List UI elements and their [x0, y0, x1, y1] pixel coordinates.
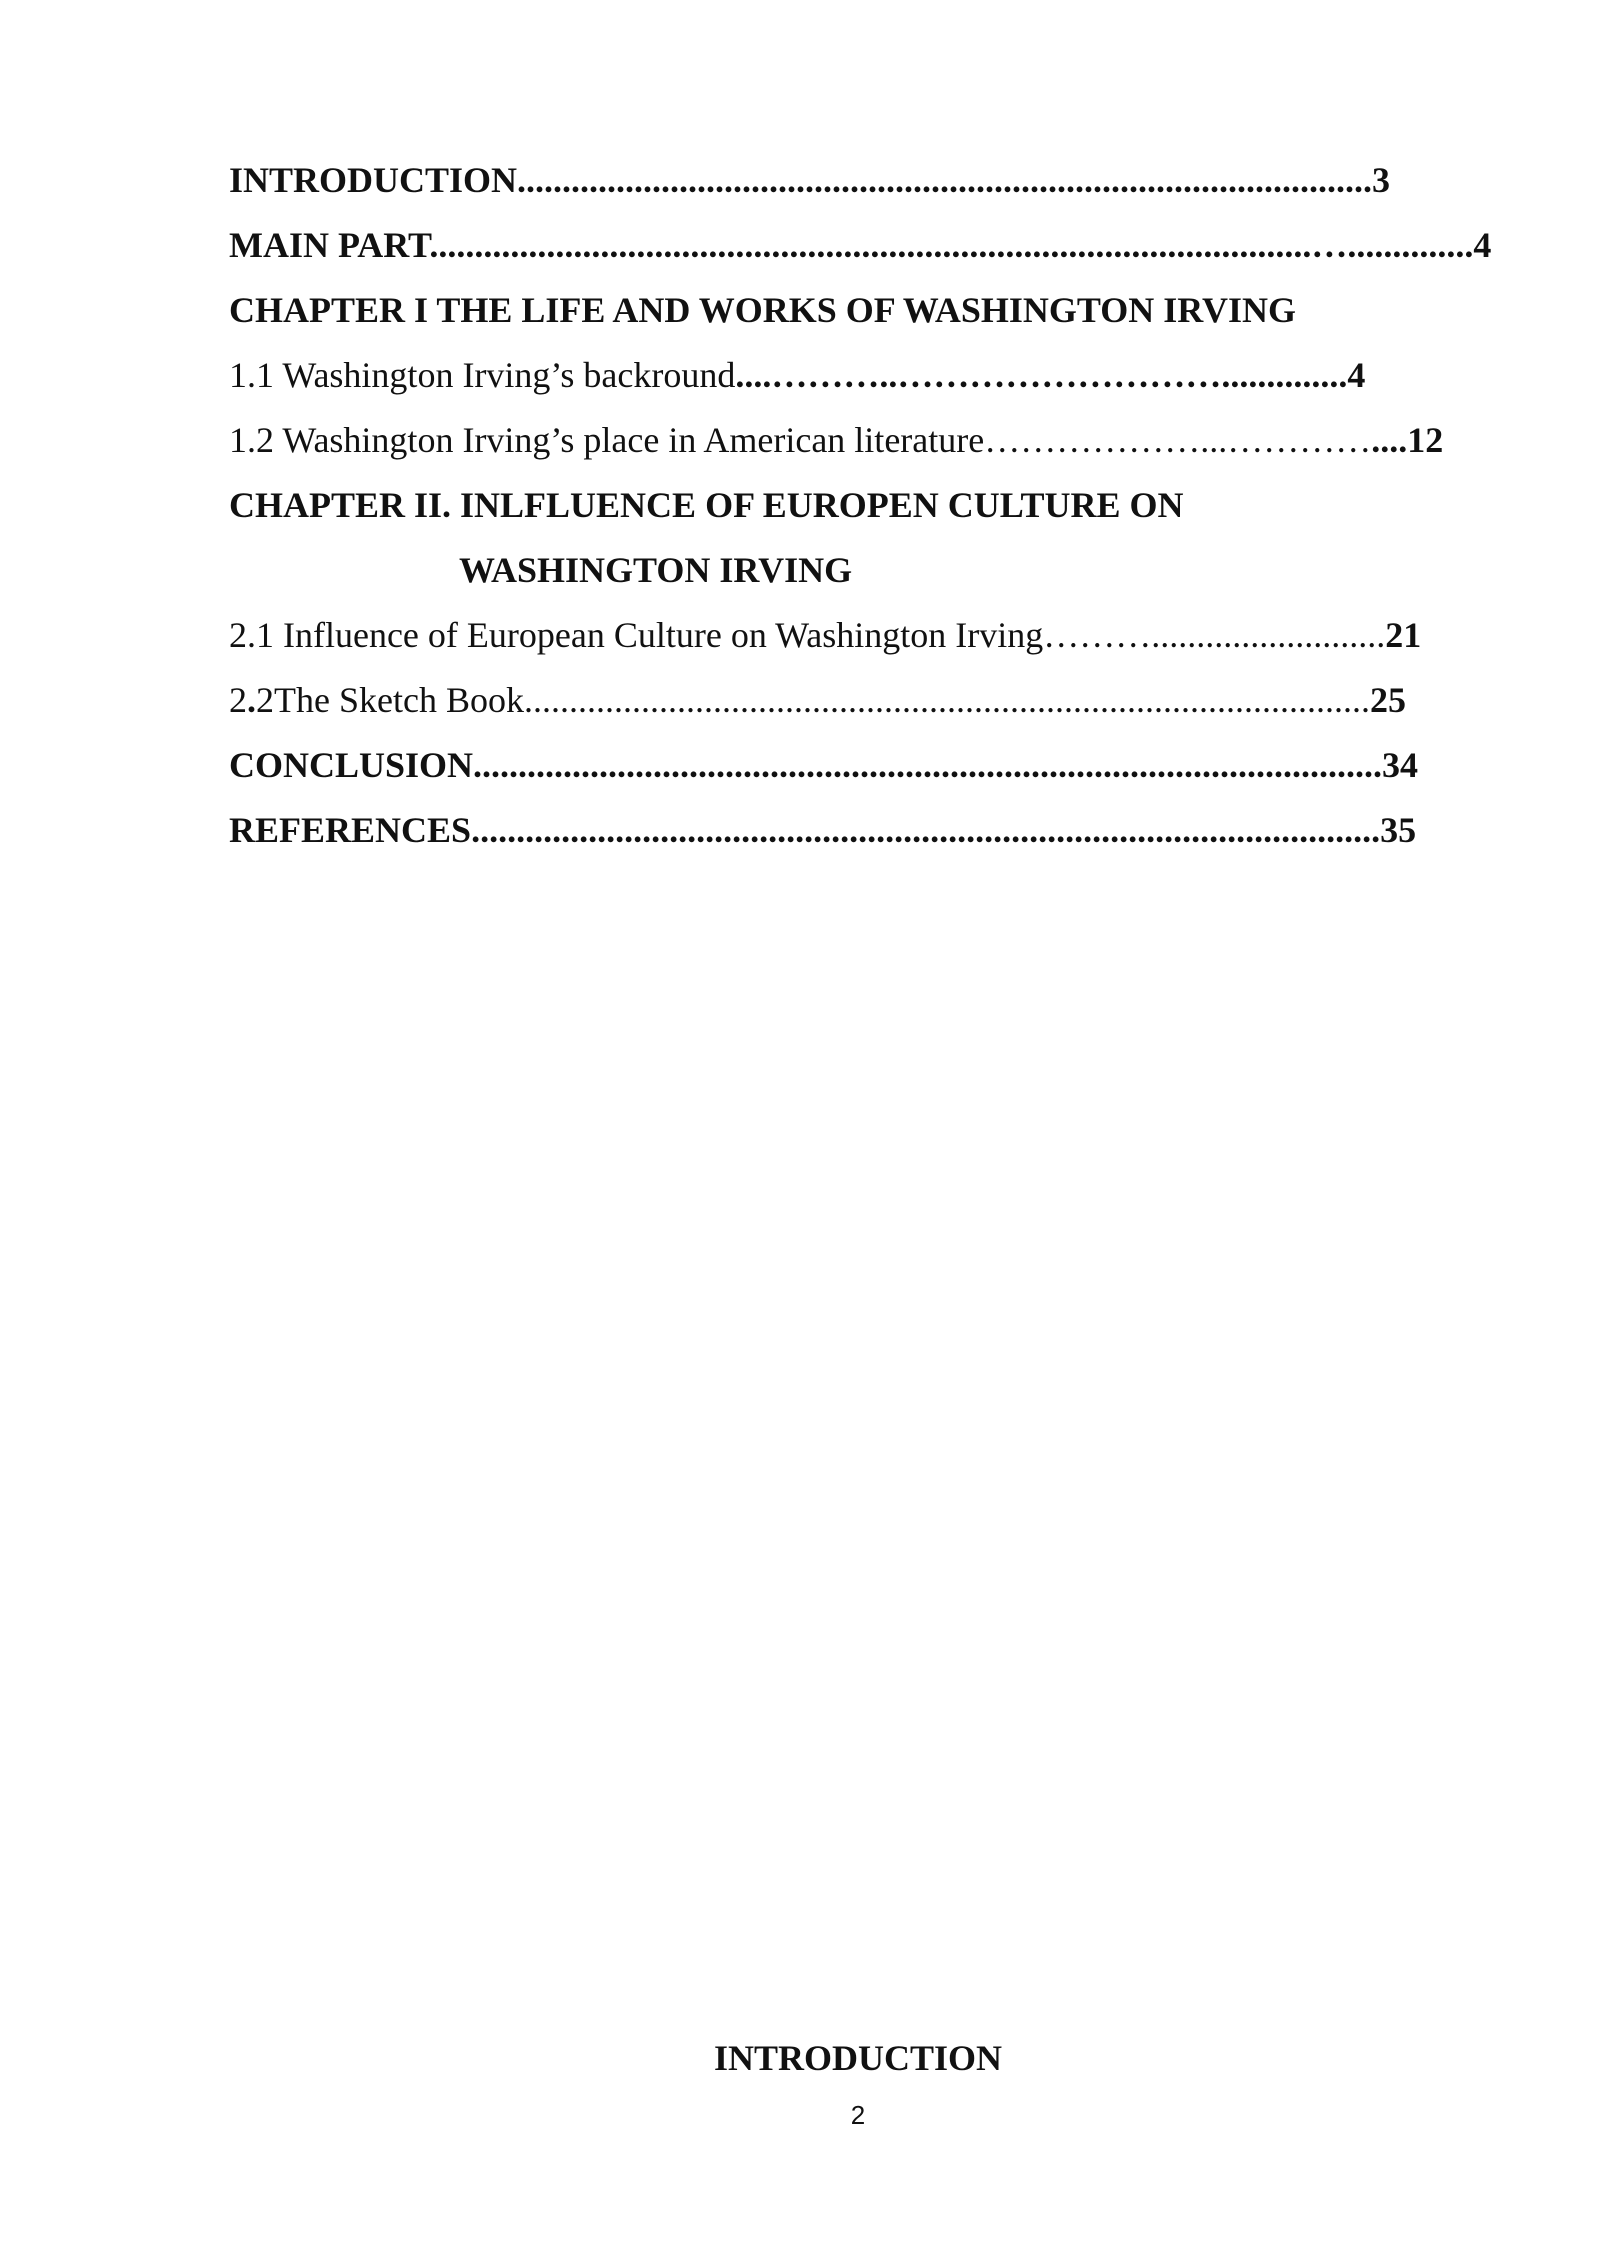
toc-chapter-1-heading — [229, 278, 1499, 343]
toc-leader: ……….......................... — [1043, 615, 1386, 655]
toc-entry-2-2 — [229, 668, 1499, 733]
toc-entry-title: CHAPTER I THE LIFE AND WORKS OF WASHINGTON IRVING — [229, 290, 1296, 330]
toc-entry-title: 1.1 Washington Irving’s backround — [229, 355, 736, 395]
toc-entry-1-2 — [229, 408, 1499, 473]
toc-entry-title: WASHINGTON IRVING — [459, 550, 853, 590]
toc-leader: ............................................................................................... — [517, 160, 1373, 200]
toc-page-number: 4 — [1473, 225, 1492, 265]
toc-entry-title: CHAPTER II. INLFLUENCE OF EUROPEN CULTURE ON — [229, 485, 1184, 525]
toc-leader: ....………..……………………….............. — [735, 355, 1348, 395]
toc-chapter-2-heading-continued — [229, 538, 1499, 603]
toc-leader: .............................................................................................. — [523, 680, 1370, 720]
toc-leader-bold: .... — [1371, 420, 1408, 460]
toc-entry-title-part: . — [247, 680, 256, 720]
toc-page-number: 35 — [1380, 810, 1417, 850]
toc-entry-title: REFERENCES — [229, 810, 472, 850]
toc-page-number: 3 — [1372, 160, 1391, 200]
toc-entry-conclusion — [229, 733, 1499, 798]
page-number: 2 — [850, 2100, 866, 2130]
toc-entry-1-1 — [229, 343, 1499, 408]
toc-leader: ..................................................................................................... — [471, 810, 1381, 850]
toc-entry-references — [229, 798, 1499, 863]
toc-entry-main-part — [229, 213, 1499, 278]
toc-page-number: 25 — [1369, 680, 1406, 720]
toc-entry-title: 2.1 Influence of European Culture on Washington Irving — [229, 615, 1044, 655]
toc-chapter-2-heading — [229, 473, 1499, 538]
toc-entry-title: MAIN PART — [229, 225, 430, 265]
toc-page-number: 34 — [1382, 745, 1419, 785]
toc-page-number: 12 — [1407, 420, 1444, 460]
toc-leader: ..................................................................................................….............. — [429, 225, 1474, 265]
toc-page-number: 21 — [1385, 615, 1422, 655]
toc-entry-title: 1.2 Washington Irving’s place in American literature — [229, 420, 985, 460]
toc-entry-title: 2The Sketch Book — [256, 680, 524, 720]
toc-entry-title-part: 2 — [229, 680, 247, 720]
table-of-contents — [229, 148, 1499, 863]
toc-entry-title: CONCLUSION — [229, 745, 474, 785]
toc-entry-title: INTRODUCTION — [229, 160, 518, 200]
section-heading-introduction: INTRODUCTION — [713, 2038, 1003, 2078]
toc-entry-2-1 — [229, 603, 1499, 668]
toc-page-number: 4 — [1347, 355, 1366, 395]
toc-leader: ..................................................................................................... — [473, 745, 1383, 785]
toc-entry-introduction — [229, 148, 1499, 213]
toc-leader: ………………...………… — [984, 420, 1372, 460]
